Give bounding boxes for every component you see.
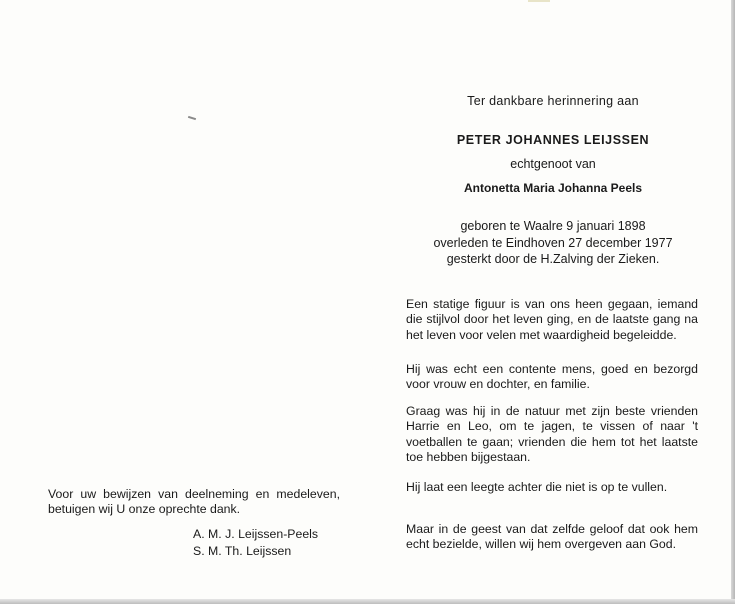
birth-line: geboren te Waalre 9 januari 1898 <box>460 219 646 233</box>
tribute-paragraph: Hij was echt een contente mens, goed en bezorgd voor vrouw en dochter, en familie. <box>406 362 698 392</box>
tribute-paragraph: Een statige figuur is van ons heen gegaan, iemand die stijlvol door het leven ging, en de laatste gang na het leven voor velen met waardigheid begeleidde. <box>406 297 698 342</box>
tribute-paragraph: Graag was hij in de natuur met zijn beste vrienden Harrie en Leo, om te jagen, te vissen of naar 't voetballen te gaan; vrienden die hem tot het laatste toe hebben bijgestaan. <box>406 404 698 465</box>
spouse-intro: echtgenoot van <box>510 157 596 171</box>
paper-mark <box>528 0 550 2</box>
tribute-paragraph: Maar in de geest van dat zelfde geloof dat ook hem echt bezielde, willen wij hem overgeven aan God. <box>406 522 698 552</box>
spouse-name: Antonetta Maria Johanna Peels <box>463 181 643 195</box>
signatory: S. M. Th. Leijssen <box>193 544 292 558</box>
deceased-name: PETER JOHANNES LEIJSSEN <box>456 133 650 147</box>
sacrament-line: gesterkt door de H.Zalving der Zieken. <box>446 252 660 266</box>
tribute-paragraph: Hij laat een leegte achter die niet is op te vullen. <box>406 480 668 494</box>
paper-speck <box>188 116 196 120</box>
signatory: A. M. J. Leijssen-Peels <box>193 527 319 541</box>
thanks-text: Voor uw bewijzen van deelneming en medeleven, betuigen wij U onze oprechte dank. <box>48 487 340 517</box>
card-edge-bottom <box>0 599 735 604</box>
death-line: overleden te Eindhoven 27 december 1977 <box>433 236 673 250</box>
card-edge-right <box>731 0 735 604</box>
remembrance-line: Ter dankbare herinnering aan <box>467 94 639 108</box>
